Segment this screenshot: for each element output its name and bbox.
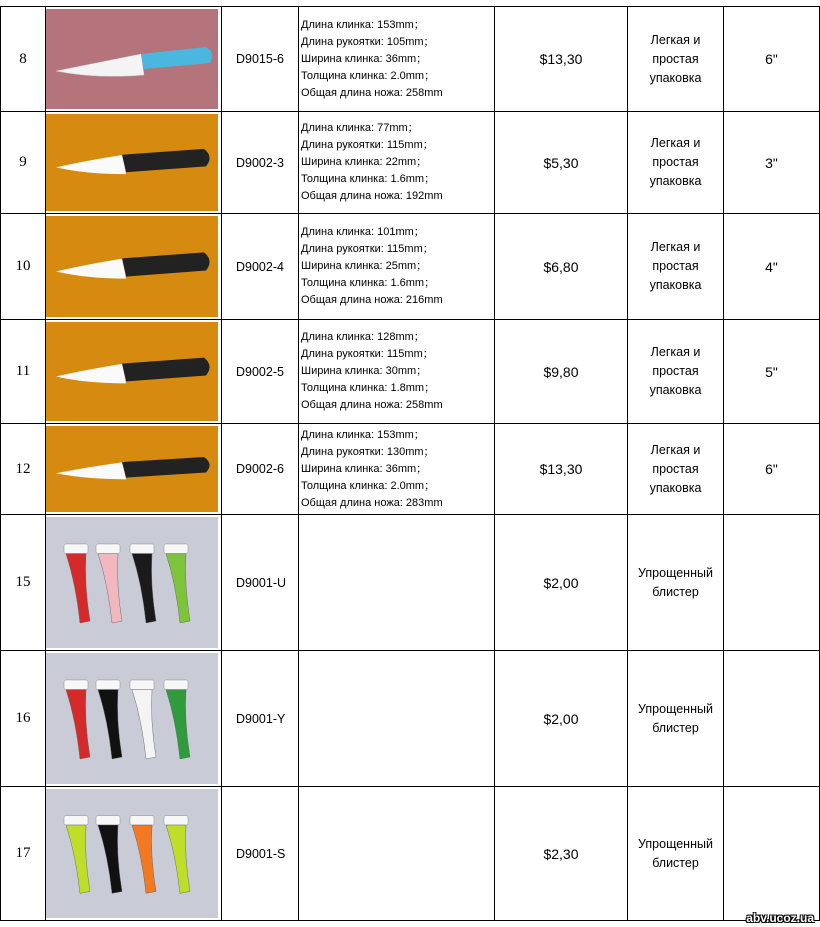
spec-line: Длина клинка: 101mm； — [301, 226, 425, 238]
spec-cell — [299, 515, 495, 651]
row-number: 15 — [1, 515, 46, 651]
price: $2,00 — [495, 651, 628, 787]
packaging-line: Легкая и — [650, 345, 701, 359]
watermark: abv.ucoz.ua — [746, 911, 814, 925]
blade-size: 6" — [724, 7, 820, 112]
packaging-line: Легкая и — [650, 32, 701, 47]
spec-line: Длина клинка: 77mm； — [301, 122, 419, 134]
product-code: D9002-5 — [222, 320, 299, 424]
packaging-line: простая — [652, 364, 699, 378]
product-photo — [46, 216, 218, 317]
spec-line: Общая длина ножа: 192mm — [301, 190, 443, 202]
spec-cell — [299, 214, 495, 320]
table-row — [1, 112, 820, 214]
product-photo — [46, 114, 218, 211]
packaging-line: Легкая и — [650, 240, 701, 254]
price: $2,00 — [495, 515, 628, 651]
spec-line: Ширина клинка: 36mm； — [301, 52, 428, 65]
packaging-cell — [628, 651, 724, 787]
product-code: D9002-6 — [222, 424, 299, 515]
spec-line: Длина рукоятки: 105mm； — [301, 35, 435, 48]
blade-size: 4" — [724, 214, 820, 320]
packaging-line: упаковка — [649, 70, 702, 85]
price: $13,30 — [495, 7, 628, 112]
packaging-line: Упрощенный — [638, 836, 713, 851]
spec-line: Длина рукоятки: 115mm； — [301, 139, 434, 151]
row-number: 10 — [1, 214, 46, 320]
spec-cell — [299, 7, 495, 112]
row-number: 9 — [1, 112, 46, 214]
packaging-cell — [628, 214, 724, 320]
product-photo — [46, 517, 218, 648]
packaging-line: упаковка — [649, 480, 702, 495]
packaging-line: Легкая и — [650, 136, 701, 150]
product-image-cell — [46, 651, 222, 787]
row-number: 11 — [1, 320, 46, 424]
spec-line: Ширина клинка: 30mm； — [301, 365, 428, 377]
spec-line: Ширина клинка: 25mm； — [301, 260, 428, 272]
table-row — [1, 515, 820, 651]
spec-line: Длина клинка: 153mm； — [301, 428, 425, 441]
spec-cell — [299, 424, 495, 515]
row-number: 17 — [1, 787, 46, 921]
table-row — [1, 651, 820, 787]
product-photo — [46, 322, 218, 421]
blade-size — [724, 515, 820, 651]
table-row — [1, 320, 820, 424]
packaging-line: упаковка — [649, 278, 702, 292]
product-image-cell — [46, 7, 222, 112]
spec-line: Ширина клинка: 22mm； — [301, 156, 428, 168]
product-code: D9002-3 — [222, 112, 299, 214]
table-body — [1, 7, 820, 921]
packaging-line: блистер — [652, 855, 699, 870]
price: $9,80 — [495, 320, 628, 424]
spec-line: Длина рукоятки: 115mm； — [301, 348, 434, 360]
spec-line: Толщина клинка: 1.6mm； — [301, 173, 436, 185]
spec-line: Общая длина ножа: 258mm — [301, 399, 443, 411]
spec-cell — [299, 112, 495, 214]
spec-line: Толщина клинка: 2.0mm； — [301, 69, 436, 82]
spec-cell — [299, 320, 495, 424]
price: $2,30 — [495, 787, 628, 921]
table-row — [1, 7, 820, 112]
product-image-cell — [46, 320, 222, 424]
packaging-line: простая — [652, 259, 699, 273]
row-number: 12 — [1, 424, 46, 515]
packaging-line: блистер — [652, 720, 699, 735]
packaging-cell — [628, 112, 724, 214]
packaging-line: простая — [652, 51, 699, 66]
row-number: 8 — [1, 7, 46, 112]
price-table — [0, 6, 820, 921]
spec-line: Длина клинка: 128mm； — [301, 331, 425, 343]
packaging-cell — [628, 515, 724, 651]
packaging-cell — [628, 7, 724, 112]
packaging-line: Упрощенный — [638, 565, 713, 580]
packaging-line: упаковка — [649, 383, 702, 397]
spec-cell — [299, 787, 495, 921]
product-code: D9001-S — [222, 787, 299, 921]
spec-line: Общая длина ножа: 258mm — [301, 86, 443, 99]
product-code: D9001-U — [222, 515, 299, 651]
packaging-line: Легкая и — [650, 442, 701, 457]
row-number: 16 — [1, 651, 46, 787]
price: $13,30 — [495, 424, 628, 515]
blade-size: 6" — [724, 424, 820, 515]
blade-size: 5" — [724, 320, 820, 424]
spec-line: Общая длина ножа: 216mm — [301, 294, 443, 306]
packaging-cell — [628, 320, 724, 424]
spec-line: Длина клинка: 153mm； — [301, 18, 425, 31]
product-image-cell — [46, 515, 222, 651]
product-image-cell — [46, 424, 222, 515]
packaging-line: Упрощенный — [638, 701, 713, 716]
spec-line: Ширина клинка: 36mm； — [301, 462, 428, 475]
table-row — [1, 424, 820, 515]
price: $6,80 — [495, 214, 628, 320]
product-image-cell — [46, 787, 222, 921]
spec-line: Длина рукоятки: 130mm； — [301, 445, 435, 458]
packaging-cell — [628, 424, 724, 515]
table-row — [1, 787, 820, 921]
packaging-line: блистер — [652, 584, 699, 599]
product-photo — [46, 789, 218, 918]
spec-line: Общая длина ножа: 283mm — [301, 496, 443, 509]
blade-size: 3" — [724, 112, 820, 214]
packaging-line: простая — [652, 461, 699, 476]
product-photo — [46, 653, 218, 784]
blade-size — [724, 787, 820, 921]
product-image-cell — [46, 112, 222, 214]
product-code: D9015-6 — [222, 7, 299, 112]
spec-cell — [299, 651, 495, 787]
product-image-cell — [46, 214, 222, 320]
table-row — [1, 214, 820, 320]
packaging-line: простая — [652, 155, 699, 169]
price: $5,30 — [495, 112, 628, 214]
blade-size — [724, 651, 820, 787]
spec-line: Толщина клинка: 1.6mm； — [301, 277, 436, 289]
spec-line: Длина рукоятки: 115mm； — [301, 243, 434, 255]
product-photo — [46, 9, 218, 109]
packaging-line: упаковка — [649, 174, 702, 188]
spec-line: Толщина клинка: 1.8mm； — [301, 382, 436, 394]
packaging-cell — [628, 787, 724, 921]
product-code: D9001-Y — [222, 651, 299, 787]
product-code: D9002-4 — [222, 214, 299, 320]
spec-line: Толщина клинка: 2.0mm； — [301, 479, 436, 492]
product-photo — [46, 426, 218, 512]
